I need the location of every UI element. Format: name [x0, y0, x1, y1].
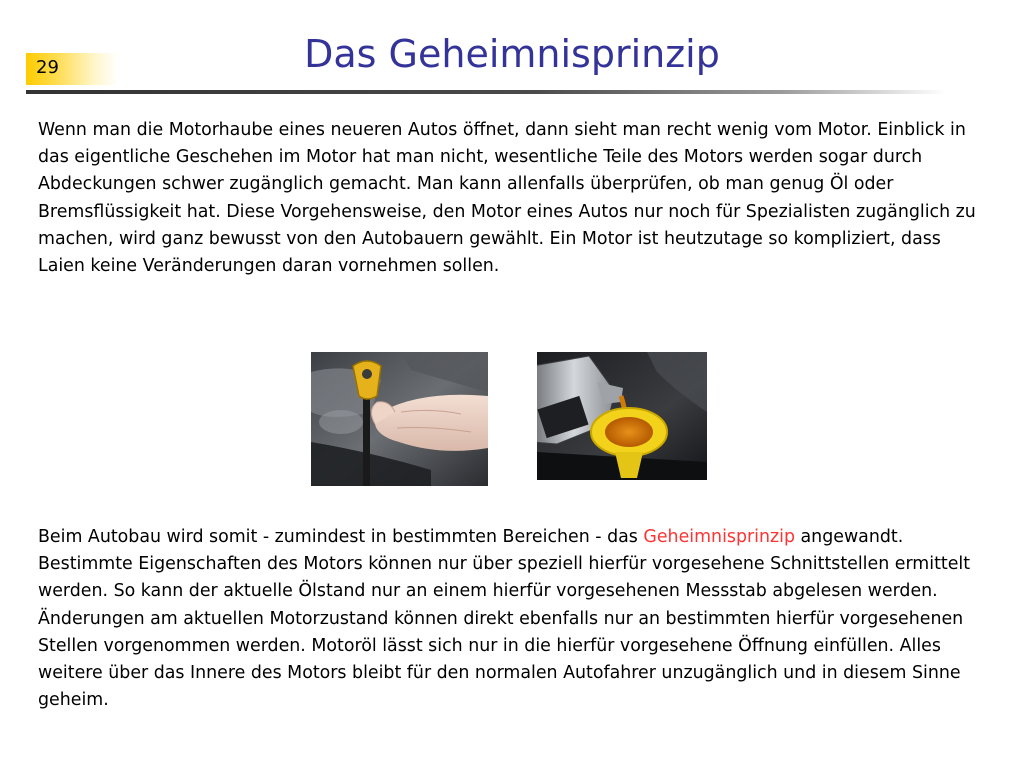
paragraph-text-before: Beim Autobau wird somit - zumindest in bestimmten Bereichen - das [38, 527, 644, 547]
dipstick-photo [311, 352, 488, 486]
slide-title: Das Geheimnisprinzip [304, 32, 720, 76]
explanation-paragraph [38, 524, 993, 714]
highlighted-term: Geheimnisprinzip [643, 527, 795, 547]
title-divider [26, 90, 946, 94]
oil-funnel-photo [537, 352, 707, 480]
intro-paragraph: Wenn man die Motorhaube eines neueren Autos öffnet, dann sieht man recht wenig vom Motor. Einblick in das eigentliche Geschehen im Motor hat man nicht, wesentliche Teile des Motors werden sogar durch Abdeckungen schwer zugänglich gemacht. Man kann allenfalls überprüfen, ob man genug Öl oder Bremsflüssigkeit hat. Diese Vorgehensweise, den Motor eines Autos nur noch für Spezialisten zugänglich zu machen, wird ganz bewusst von den Autobauern gewählt. Ein Motor ist heutzutage so kompliziert, dass Laien keine Veränderungen daran vornehmen sollen. [38, 120, 976, 277]
paragraph-text-after: angewandt. Bestimmte Eigenschaften des Motors können nur über speziell hierfür vorgesehene Schnittstellen ermittelt werden. So kann der aktuelle Ölstand nur an einem hierfür vorgesehenen Messstab abgelesen werden. Änderungen am aktuellen Motorzustand können direkt ebenfalls nur an bestimmten hierfür vorgesehenen Stellen vorgenommen werden. Motoröl lässt sich nur in die hierfür vorgesehene Öffnung einfüllen. Alles weitere über das Innere des Motors bleibt für den normalen Autofahrer unzugänglich und in diesem Sinne geheim. [38, 527, 971, 711]
slide-number: 29 [36, 57, 59, 78]
